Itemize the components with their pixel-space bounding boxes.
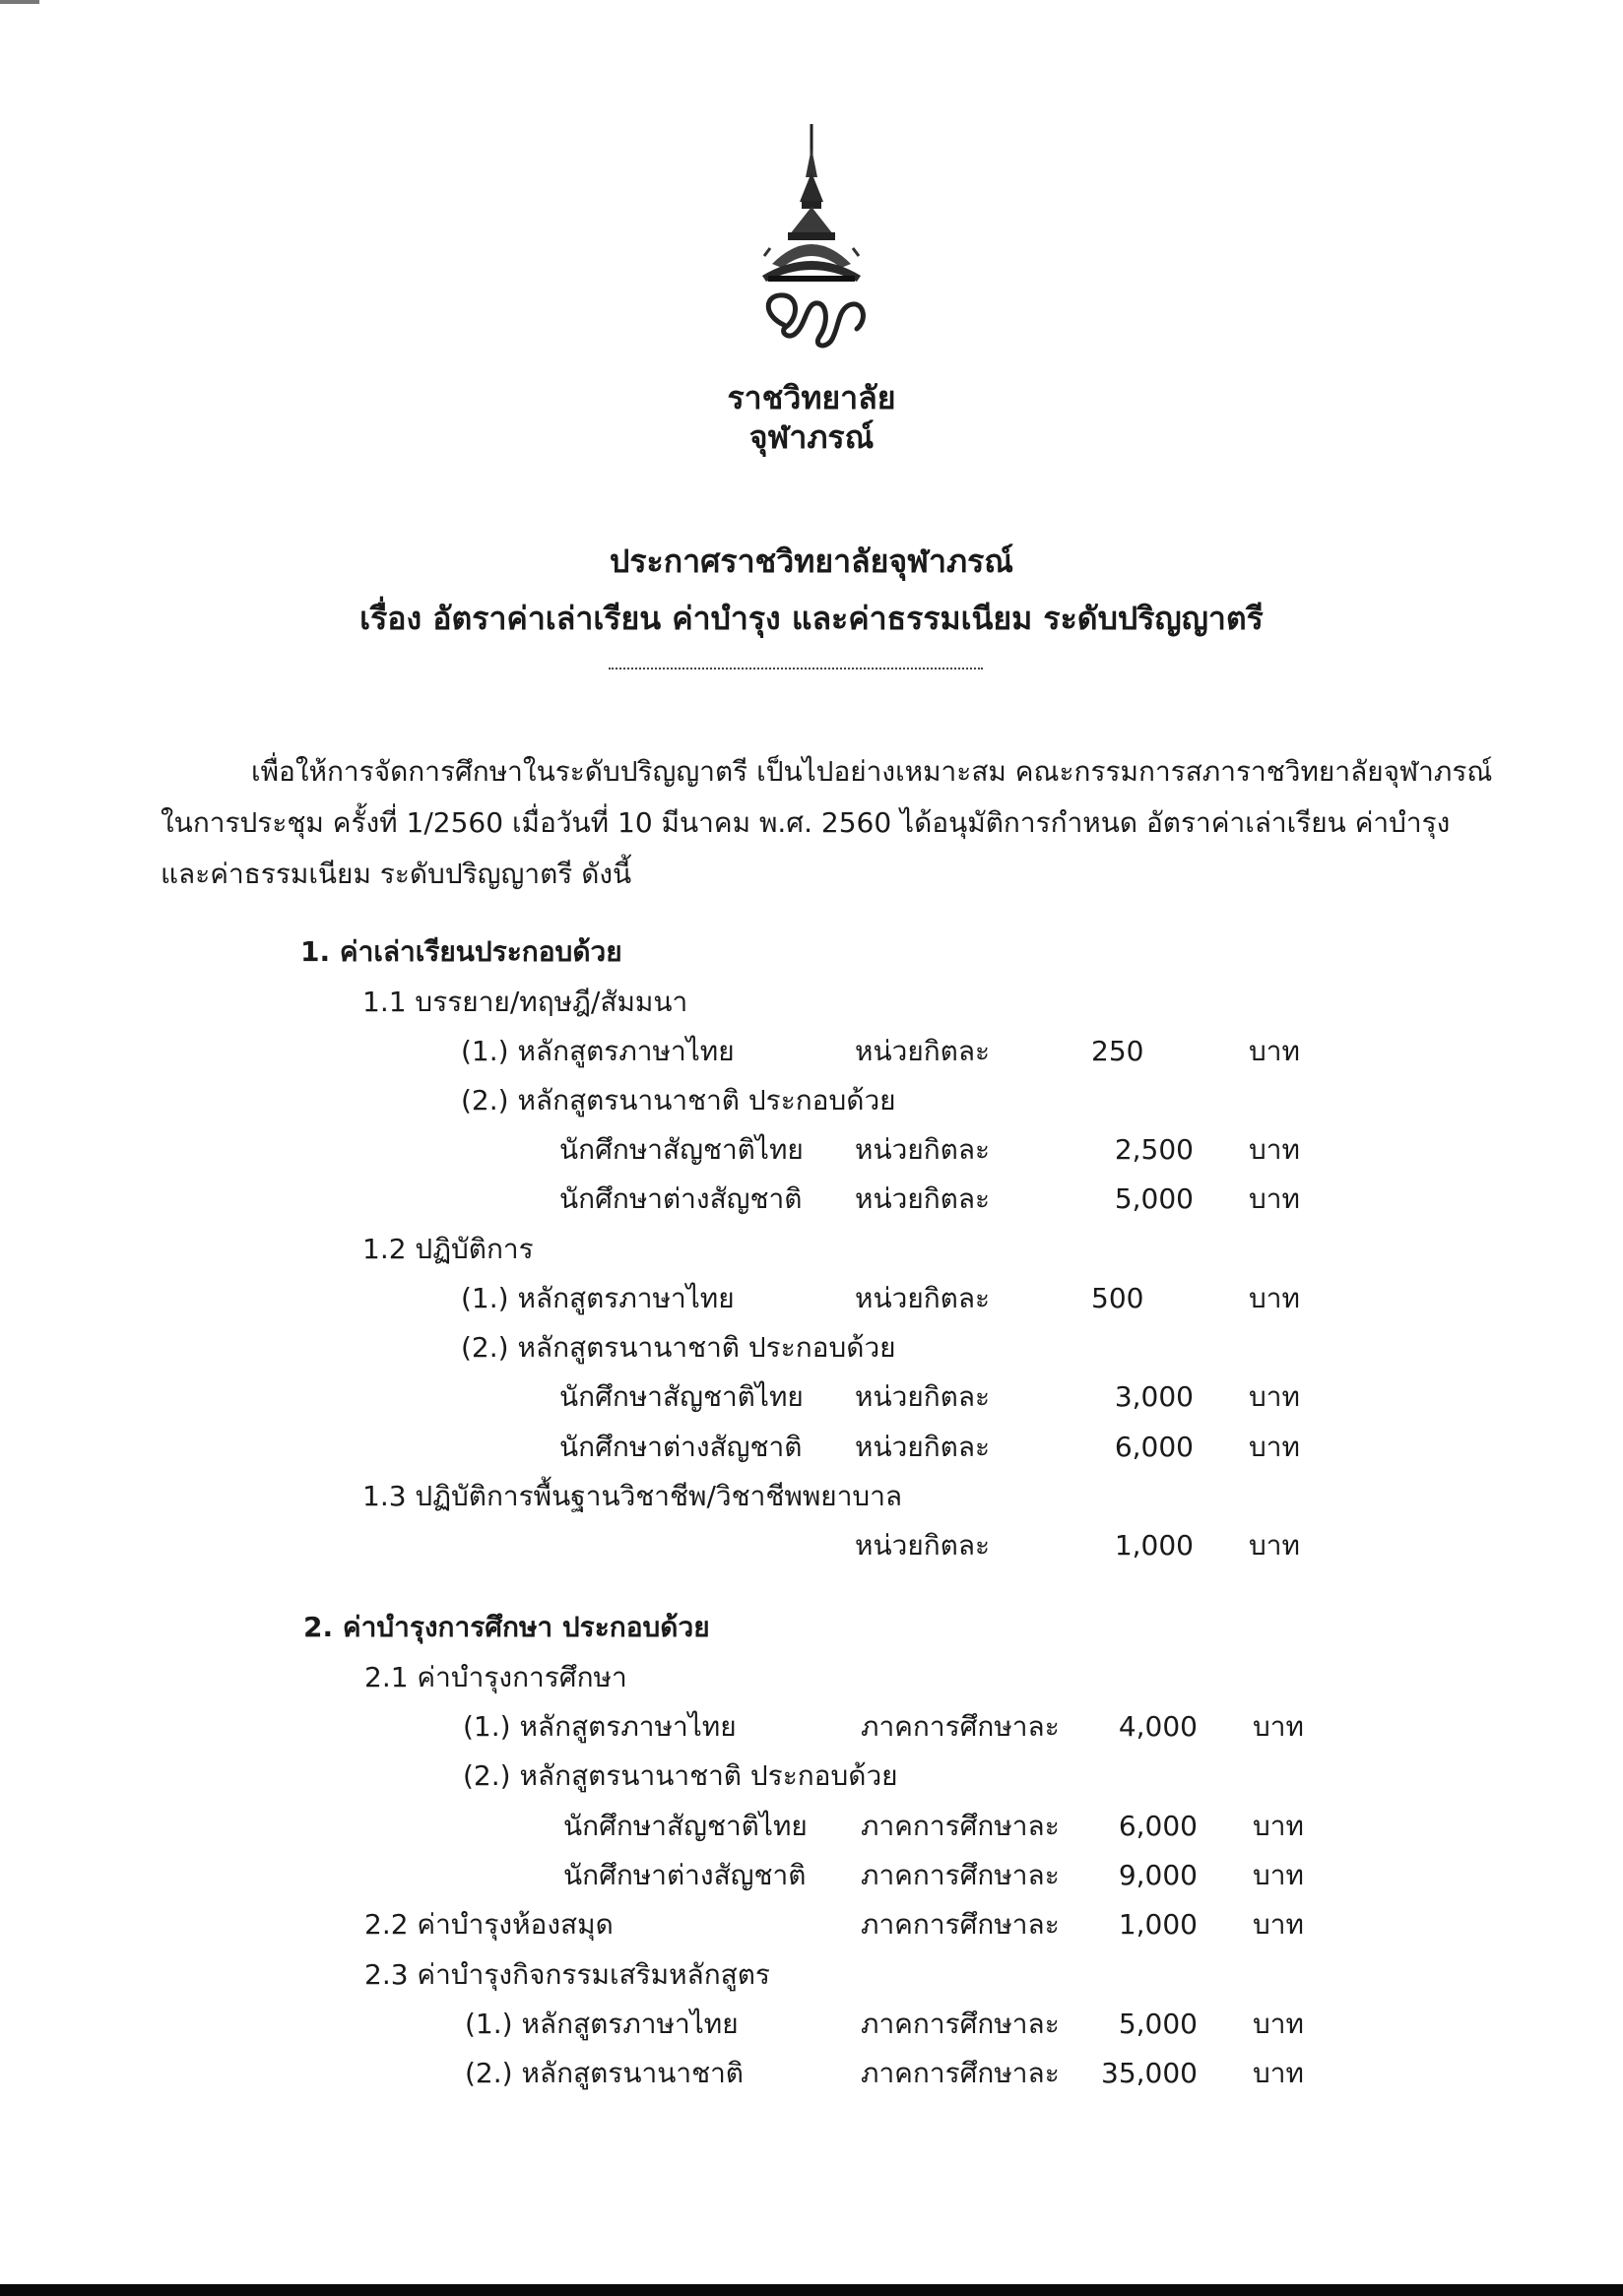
program-heading: (2.) หลักสูตรนานาชาติ ประกอบด้วย (463, 1759, 898, 1792)
fee-currency: บาท (1249, 1133, 1300, 1166)
fee-label: นักศึกษาสัญชาติไทย (559, 1133, 804, 1166)
program-heading: (2.) หลักสูตรนานาชาติ ประกอบด้วย (461, 1331, 896, 1364)
fee-row (364, 1900, 1310, 1949)
subsection-1-1-title: 1.1 บรรยาย/ทฤษฎี/สัมมนา (362, 986, 688, 1018)
subsection-1-2-title: 1.2 ปฏิบัติการ (362, 1233, 534, 1265)
fee-label: นักศึกษาต่างสัญชาติ (559, 1431, 803, 1463)
section-1-title: 1. ค่าเล่าเรียนประกอบด้วย (300, 935, 622, 968)
fee-amount: 250 (1091, 1035, 1144, 1067)
fee-label: นักศึกษาสัญชาติไทย (563, 1810, 808, 1842)
intro-paragraph (161, 746, 1493, 900)
fee-row (563, 1851, 1312, 1900)
fee-currency: บาท (1249, 1282, 1300, 1314)
announcement-title: ประกาศราชวิทยาลัยจุฬาภรณ์ (610, 542, 1013, 580)
fee-unit: หน่วยกิตละ (855, 1035, 991, 1067)
fee-currency: บาท (1253, 1859, 1304, 1891)
fee-row (465, 2049, 1312, 2098)
announcement-subject: เรื่อง อัตราค่าเล่าเรียน ค่าบำรุง และค่าธรรมเนียม ระดับปริญญาตรี (359, 600, 1264, 637)
fee-currency: บาท (1249, 1431, 1300, 1463)
fee-amount: 5,000 (1118, 2008, 1198, 2040)
subsection-1-3-title: 1.3 ปฏิบัติการพื้นฐานวิชาชีพ/วิชาชีพพยาบาล (362, 1480, 903, 1512)
fee-amount: 500 (1091, 1282, 1144, 1314)
fee-currency: บาท (1253, 2008, 1304, 2040)
fee-amount: 3,000 (1114, 1380, 1194, 1413)
fee-row (559, 1423, 1308, 1472)
fee-row (559, 1372, 1308, 1422)
fee-label: 2.2 ค่าบำรุงห้องสมุด (364, 1908, 614, 1941)
fee-currency: บาท (1253, 2057, 1304, 2089)
fee-unit: ภาคการศึกษาละ (861, 1859, 1060, 1891)
program-heading: (2.) หลักสูตรนานาชาติ ประกอบด้วย (461, 1084, 896, 1116)
fee-unit: ภาคการศึกษาละ (861, 2008, 1060, 2040)
fee-unit: ภาคการศึกษาละ (861, 1810, 1060, 1842)
fee-label: (1.) หลักสูตรภาษาไทย (461, 1035, 735, 1067)
section-2-title: 2. ค่าบำรุงการศึกษา ประกอบด้วย (303, 1611, 710, 1643)
fee-row (855, 1521, 1308, 1570)
intro-line: เพื่อให้การจัดการศึกษาในระดับปริญญาตรี เป็นไปอย่างเหมาะสม คณะกรรมการสภาราชวิทยาลัยจุฬาภรณ์ (251, 755, 1493, 788)
fee-unit: ภาคการศึกษาละ (861, 1710, 1060, 1743)
fee-currency: บาท (1253, 1810, 1304, 1842)
fee-row (563, 1802, 1312, 1851)
fee-currency: บาท (1249, 1380, 1300, 1413)
fee-row (461, 1027, 1308, 1076)
subsection-2-1-title: 2.1 ค่าบำรุงการศึกษา (364, 1661, 627, 1693)
fee-amount: 6,000 (1114, 1431, 1194, 1463)
fee-amount: 35,000 (1101, 2057, 1198, 2089)
subsection-2-3-title: 2.3 ค่าบำรุงกิจกรรมเสริมหลักสูตร (364, 1958, 770, 1991)
fee-unit: หน่วยกิตละ (855, 1182, 991, 1215)
institution-name-line2: จุฬาภรณ์ (748, 418, 875, 456)
fee-label: (2.) หลักสูตรนานาชาติ (465, 2057, 744, 2089)
heading-divider (609, 668, 983, 670)
fee-amount: 1,000 (1114, 1529, 1194, 1562)
fee-label: นักศึกษาต่างสัญชาติ (559, 1182, 803, 1215)
intro-line: และค่าธรรมเนียม ระดับปริญญาตรี ดังนี้ (161, 858, 632, 890)
fee-row (463, 1702, 1310, 1752)
fee-label: นักศึกษาสัญชาติไทย (559, 1380, 804, 1413)
fee-currency: บาท (1249, 1035, 1300, 1067)
fee-row (559, 1125, 1308, 1175)
fee-unit: หน่วยกิตละ (855, 1529, 991, 1562)
fee-amount: 2,500 (1114, 1133, 1194, 1166)
fee-unit: หน่วยกิตละ (855, 1380, 991, 1413)
fee-amount: 1,000 (1118, 1908, 1198, 1941)
scan-edge-shadow (0, 2284, 1623, 2296)
fee-currency: บาท (1253, 1908, 1304, 1941)
intro-line: ในการประชุม ครั้งที่ 1/2560 เมื่อวันที่ 10 มีนาคม พ.ศ. 2560 ได้อนุมัติการกำหนด อัตราค่าเล่าเรียน ค่าบำรุง (161, 806, 1451, 839)
fee-label: (1.) หลักสูตรภาษาไทย (463, 1710, 737, 1743)
fee-unit: ภาคการศึกษาละ (861, 1908, 1060, 1941)
fee-unit: หน่วยกิตละ (855, 1133, 991, 1166)
fee-amount: 9,000 (1118, 1859, 1198, 1891)
fee-currency: บาท (1249, 1529, 1300, 1562)
scan-corner-mark (0, 0, 39, 4)
royal-college-emblem-icon (743, 118, 880, 374)
fee-amount: 6,000 (1118, 1810, 1198, 1842)
fee-unit: หน่วยกิตละ (855, 1282, 991, 1314)
fee-label: นักศึกษาต่างสัญชาติ (563, 1859, 807, 1891)
fee-currency: บาท (1249, 1182, 1300, 1215)
fee-amount: 5,000 (1114, 1182, 1194, 1215)
fee-row (559, 1175, 1308, 1224)
fee-row (465, 2000, 1312, 2049)
fee-unit: หน่วยกิตละ (855, 1431, 991, 1463)
fee-amount: 4,000 (1118, 1710, 1198, 1743)
fee-label: (1.) หลักสูตรภาษาไทย (465, 2008, 739, 2040)
institution-name-line1: ราชวิทยาลัย (727, 379, 896, 416)
fee-unit: ภาคการศึกษาละ (861, 2057, 1060, 2089)
fee-currency: บาท (1253, 1710, 1304, 1743)
fee-label: (1.) หลักสูตรภาษาไทย (461, 1282, 735, 1314)
fee-row (461, 1274, 1308, 1323)
